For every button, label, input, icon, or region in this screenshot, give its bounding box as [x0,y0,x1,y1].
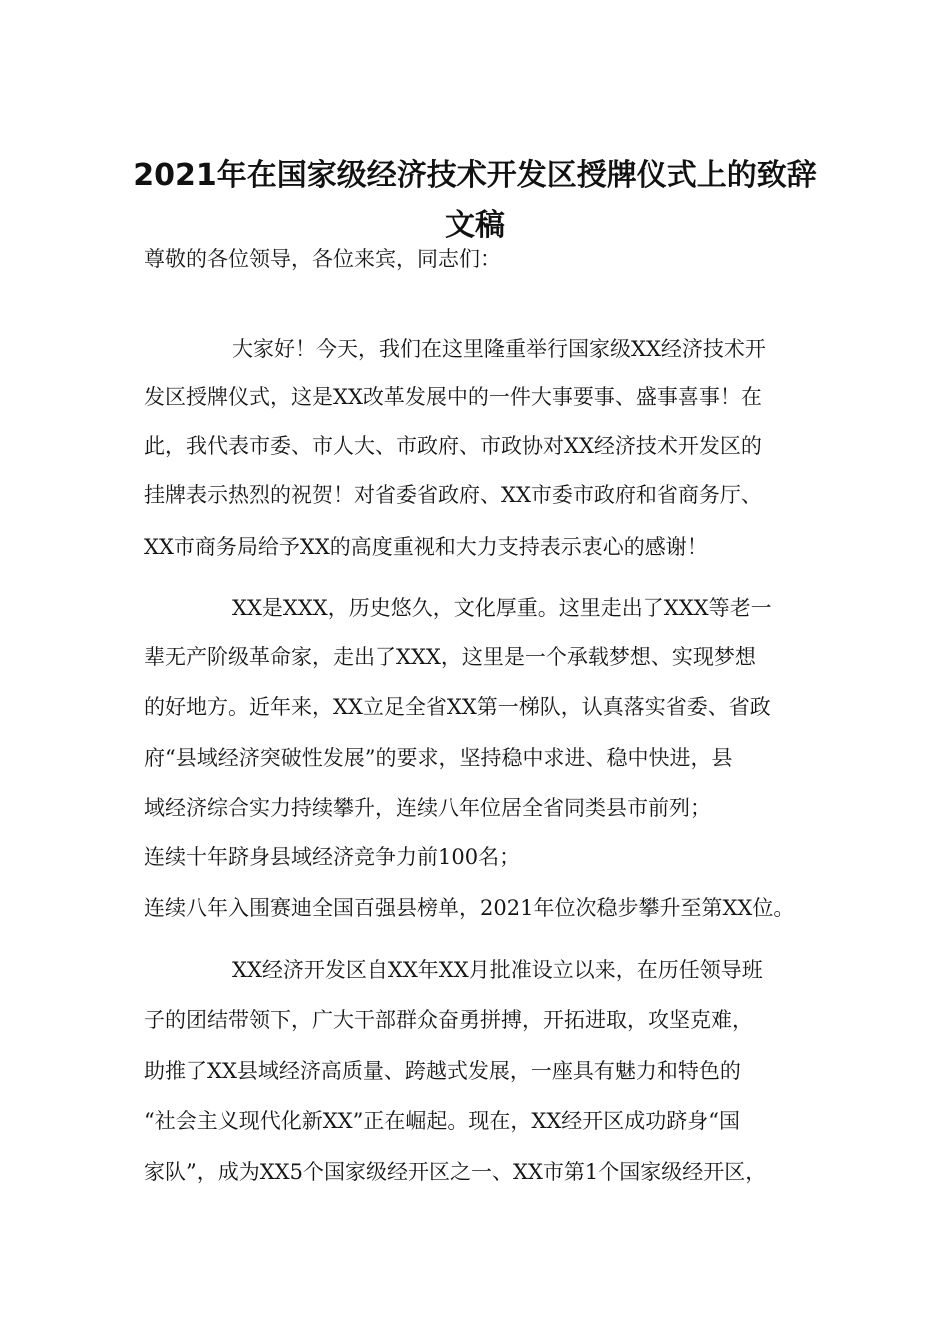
paragraph-2-line: 辈无产阶级革命家，走出了XXX，这里是一个承载梦想、实现梦想 [144,645,756,669]
paragraph-3-line: 家队”，成为XX5个国家级经开区之一、XX市第1个国家级经开区， [144,1160,767,1184]
paragraph-3-line: XX经济开发区自XX年XX月批准设立以来，在历任领导班 [232,958,763,982]
paragraph-1-line: 此，我代表市委、市人大、市政府、市政协对XX经济技术开发区的 [144,434,762,458]
document-title-line-2: 文稿 [445,208,505,243]
salutation-line: 尊敬的各位领导，各位来宾，同志们： [144,247,501,271]
paragraph-1-line: 挂牌表示热烈的祝贺！对省委省政府、XX市委市政府和省商务厅、 [144,483,762,507]
paragraph-3-line: 助推了XX县域经济高质量、跨越式发展，一座具有魅力和特色的 [144,1059,741,1083]
paragraph-2-line: 连续十年跻身县域经济竞争力前100名； [144,845,521,869]
paragraph-1-line: 大家好！今天，我们在这里隆重举行国家级XX经济技术开 [232,337,766,361]
paragraph-2-line: 域经济综合实力持续攀升，连续八年位居全省同类县市前列； [144,796,711,820]
paragraph-1-line: XX市商务局给予XX的高度重视和大力支持表示衷心的感谢！ [144,535,708,559]
paragraph-1-line: 发区授牌仪式，这是XX改革发展中的一件大事要事、盛事喜事！在 [144,385,762,409]
paragraph-2-line: XX是XXX，历史悠久，文化厚重。这里走出了XXX等老一 [232,596,772,620]
paragraph-2-line: 府“县域经济突破性发展”的要求，坚持稳中求进、稳中快进，县 [144,746,733,770]
paragraph-2-line: 连续八年入围赛迪全国百强县榜单，2021年位次稳步攀升至第XX位。 [144,896,795,920]
paragraph-2-line: 的好地方。近年来，XX立足全省XX第一梯队，认真落实省委、省政 [144,695,771,719]
paragraph-3-line: 子的团结带领下，广大干部群众奋勇拼搏，开拓进取，攻坚克难， [144,1008,753,1032]
paragraph-3-line: “社会主义现代化新XX”正在崛起。现在，XX经开区成功跻身“国 [144,1109,741,1133]
document-title-line-1: 2021年在国家级经济技术开发区授牌仪式上的致辞 [133,158,817,193]
